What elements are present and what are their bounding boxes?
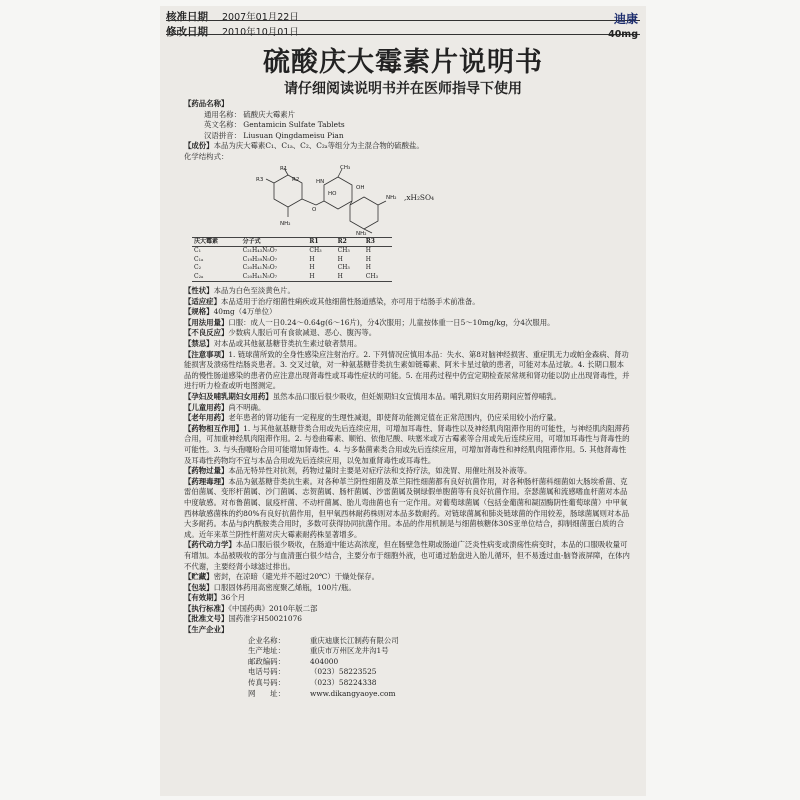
section-text: 虽然本品口服后很少吸收，但妊娠期妇女宜慎用本品。哺乳期妇女用药期间应暂停哺乳。 [272,392,561,401]
manufacturer-key: 网 址： [248,688,285,698]
manufacturer-value: （023）58224338 [310,678,377,688]
formula-suffix: ,xH₂SO₄ [404,192,435,202]
table-cell: C₁₉H₃₉N₅O₇ [242,255,278,263]
section-heading: 【执行标准】 [184,603,229,613]
section-text: 老年患者的肾功能有一定程度的生理性减退，即使肾功能测定值在正常范围内，仍应采用较小治疗量。 [228,413,561,423]
section-heading: 【药物过量】 [184,466,229,476]
table-cell: H [337,255,343,263]
table-cell: CH₃ [309,247,322,255]
section-text: 1. 与其他氨基糖苷类合用或先后连续应用，可增加耳毒性、肾毒性以及神经肌肉阻滞作用的可能性，与神经肌肉阻滞药合用，可加重神经肌肉阻滞作用。2. 与卷曲霉素、顺铂、依他尼酸、呋塞米或万古霉素等合用或先后连续应用，可增加耳毒性与肾毒性的可能性。3. 与头孢噻吩合用可能增加肾毒性。4. 与多黏菌素类合用或先后连续应用，可增加肾毒性和神经肌肉阻滞作用。5. 其他肾毒性及耳毒性药物均不宜与本品合用或先后连续应用，以免加重肾毒性或耳毒性。 [184,423,630,465]
section-pregnancy [184,392,630,403]
manufacturer-row [248,636,630,647]
section-heading: 【不良反应】 [184,328,229,338]
table-row [192,264,392,273]
section-heading: 【规格】 [184,307,214,317]
section-text: 36个月 [220,593,246,603]
table-cell: C₁ [194,247,201,255]
manufacturer-key: 传真号码： [248,678,285,688]
table-cell: C₂ [194,264,201,272]
section-heading: 【批准文号】 [184,614,229,624]
pinyin-name: 汉语拼音： Liusuan Qingdameisu Pian [204,130,344,140]
manufacturer-row [248,657,630,668]
section-text: 本品为氨基糖苷类抗生素。对各种革兰阴性细菌及革兰阳性细菌都有良好抗菌作用，对各种肠杆菌科细菌如大肠埃希菌、克雷伯菌属、变形杆菌属、沙门菌属、志贺菌属、肠杆菌属、沙雷菌属及铜绿假单胞菌等有良好抗菌作用。奈瑟菌属和流感嗜血杆菌对本品中度敏感。对布鲁菌属、鼠疫杆菌、不动杆菌属、胎儿弯曲菌也有一定作用。对葡萄球菌属（包括金葡菌和凝固酶阴性葡萄球菌）中甲氧西林敏感菌株的约80%有良好抗菌作用，但甲氧西林耐药株则对本品多数耐药。对链球菌属和肺炎链球菌的作用较差，肠球菌属则对本品大多耐药。本品与β内酰胺类合用时，多数可获得协同抗菌作用。本品的作用机制是与细菌核糖体30S亚单位结合，抑制细菌蛋白质的合成。近年来革兰阴性杆菌对庆大霉素耐药株显著增多。 [184,476,630,539]
ingredients-heading: 【成份】 [184,141,214,151]
table-cell: C₂ₐ [194,272,204,280]
section-heading: 【有效期】 [184,593,221,603]
revision-date-label: 修改日期 [166,26,208,38]
table-header-row [192,237,392,247]
section-heading: 【性状】 [184,286,214,296]
label-hn: HN [316,178,325,185]
table-row [192,256,392,265]
section-text: 40mg（4万单位） [213,307,277,317]
document-title: 硫酸庆大霉素片说明书 [263,47,543,78]
section-ingredients [184,141,630,152]
section-manufacturer [184,625,630,636]
section-storage [184,572,630,583]
table-header: R1 [309,237,319,245]
section-dosage [184,318,630,329]
table-cell: C₂₀H₄₁N₅O₇ [242,264,278,272]
section-text: 1. 链球菌所致的全身性感染应注射治疗。2. 下列情况应慎用本品：失水、第8对脑神经损害、重症肌无力或帕金森病、肾功能损害及溃疡性结肠炎患者。3. 交叉过敏，对一种氨基糖苷类抗生素如链霉素、阿米卡星过敏的患者，可能对本品过敏。4. 长期口服本品的慢性肠道感染的患者仍应注意出现肾毒性或耳毒性症状的可能。5. 在用药过程中仍宜定期检查尿常规和肾功能以防止出现肾毒性，并进行听力检查或听电图测定。 [184,349,630,391]
manufacturer-row [248,689,630,700]
table-header: 分子式 [242,237,261,245]
header-divider-bottom [166,34,640,35]
section-heading: 【禁忌】 [184,339,214,349]
manufacturer-value: 重庆市万州区龙井沟1号 [310,646,389,656]
drug-name-heading: 【药品名称】 [184,99,229,108]
label-nh2-right: NH₂ [386,194,397,201]
table-row [192,273,392,282]
spec-label: 40mg [608,29,638,40]
revision-date-value: 2010年10月01日 [222,27,299,38]
manufacturer-key: 生产地址： [248,646,285,656]
components-table [192,237,392,283]
table-cell: H [309,272,315,280]
approval-date-value: 2007年01月22日 [222,12,299,23]
document-subtitle: 请仔细阅读说明书并在医师指导下使用 [284,81,522,97]
section-text: 国药准字H50021076 [228,614,302,624]
section-specification [184,307,630,318]
section-heading: 【药理毒理】 [184,476,229,486]
table-cell: C₁ₐ [194,255,204,263]
section-description [184,286,630,297]
label-ch3: CH₃ [340,164,351,171]
section-adverse-reactions [184,328,630,339]
table-cell: CH₃ [365,272,379,280]
table-cell: CH₃ [337,247,350,255]
section-package [184,583,630,594]
structure-label: 化学结构式： [184,151,229,161]
section-heading: 【老年用药】 [184,413,229,423]
label-nh2-bottom: NH₂ [356,230,367,235]
table-cell: H [365,255,372,263]
section-heading: 【儿童用药】 [184,402,229,412]
table-header: R3 [365,237,375,245]
section-interactions [184,424,630,466]
brand-logo: 迪康 [613,12,638,26]
section-contraindications [184,339,630,350]
section-text: 少数病人服后可有食欲减退、恶心、腹泻等。 [228,328,377,338]
table-cell: H [337,272,343,280]
table-cell: H [365,247,372,255]
table-cell: C₂₁H₄₃N₅O₇ [242,247,278,255]
section-heading: 【用法用量】 [184,317,229,327]
manufacturer-key: 电话号码： [248,667,285,677]
section-heading: 【适应症】 [184,296,221,306]
label-ho: HO [328,190,337,197]
section-shelf-life [184,593,630,604]
section-text: 本品口服后很少吸收，在肠道中能达高浓度，但在肠壁急性期或肠道广泛炎性病变或溃疡性病变时，本品的口服吸收量可有增加。本品被吸收的部分与血清蛋白很少结合，主要分布于细胞外液，也可通过胎盘进入胎儿循环，但不易透过血-脑脊液屏障，在体内不代谢，主要经肾小球滤过排出。 [184,540,630,571]
section-precautions [184,350,630,392]
section-text: 密封，在凉暗（避光并不超过20℃）干燥处保存。 [213,572,380,582]
brand-block [608,10,638,40]
section-text: 口服：成人一日0.24～0.64g(6～16片)，分4次服用；儿童按体重一日5～10mg/kg，分4次服用。 [228,317,555,327]
header-divider [166,20,640,21]
table-cell: H [365,264,372,272]
section-text: 尚不明确。 [228,402,266,412]
label-o: O [312,206,317,213]
section-text: 口服固体药用高密度聚乙烯瓶，100片/瓶。 [213,582,356,592]
section-text: 本品适用于治疗细菌性痢疾或其他细菌性肠道感染，亦可用于结肠手术前准备。 [220,296,480,306]
manufacturer-value: www.dikangyaoye.com [310,688,396,698]
section-heading: 【注意事项】 [184,349,229,359]
label-nh2-left: NH₂ [280,220,291,227]
manufacturer-key: 邮政编码： [248,656,285,666]
english-name: 英文名称： Gentamicin Sulfate Tablets [204,120,345,130]
label-r2: R2 [292,176,300,183]
ingredients-text: 本品为庆大霉素C₁、C₁ₐ、C₂、C₂ₐ等组分为主混合物的硫酸盐。 [213,141,424,151]
section-pharmacology [184,477,630,541]
chemical-structure [184,165,624,235]
manufacturer-value: （023）58223525 [310,667,377,677]
table-header: R2 [337,237,347,245]
manufacturer-key: 企业名称： [248,635,285,645]
section-heading: 【药代动力学】 [184,540,236,550]
section-heading: 【贮藏】 [184,572,214,582]
section-text: 本品为白色至淡黄色片。 [213,286,295,296]
label-r1: R1 [280,165,288,172]
section-approval-number [184,614,630,625]
manufacturer-value: 404000 [310,656,339,666]
manufacturer-details [184,636,630,700]
section-heading: 【孕妇及哺乳期妇女用药】 [184,392,273,401]
label-oh: OH [356,184,365,191]
leaflet-body [184,99,630,699]
label-r3: R3 [256,176,264,183]
section-standard [184,604,630,615]
table-cell: H [309,264,315,272]
approval-date-label: 核准日期 [166,11,208,23]
manufacturer-row [248,667,630,678]
section-pediatric [184,403,630,414]
section-geriatric [184,413,630,424]
section-indications [184,297,630,308]
table-cell: CH₃ [337,264,350,272]
section-text: 对本品或其他氨基糖苷类抗生素过敏者禁用。 [213,339,362,349]
section-drug-name [184,99,630,141]
table-header: 庆大霉素 [194,237,219,245]
section-text: 本品无特异性对抗剂，药物过量时主要是对症疗法和支持疗法，如洗胃、用催吐剂及补液等。 [228,466,532,476]
manufacturer-value: 重庆迪康长江制药有限公司 [310,635,399,645]
section-pharmacokinetics [184,540,630,572]
table-row [192,247,392,256]
section-heading: 【生产企业】 [184,625,229,635]
section-heading: 【药物相互作用】 [184,423,244,433]
section-heading: 【包装】 [184,582,214,592]
generic-name: 通用名称： 硫酸庆大霉素片 [204,109,296,119]
table-cell: C₂₀H₄₁N₅O₇ [242,272,278,280]
table-cell: H [309,255,315,263]
manufacturer-row [248,646,630,657]
section-overdose [184,466,630,477]
manufacturer-row [248,678,630,689]
header-dates [166,10,299,40]
section-text: 《中国药典》2010年版二部 [228,603,318,613]
structure-drawing [254,165,404,235]
